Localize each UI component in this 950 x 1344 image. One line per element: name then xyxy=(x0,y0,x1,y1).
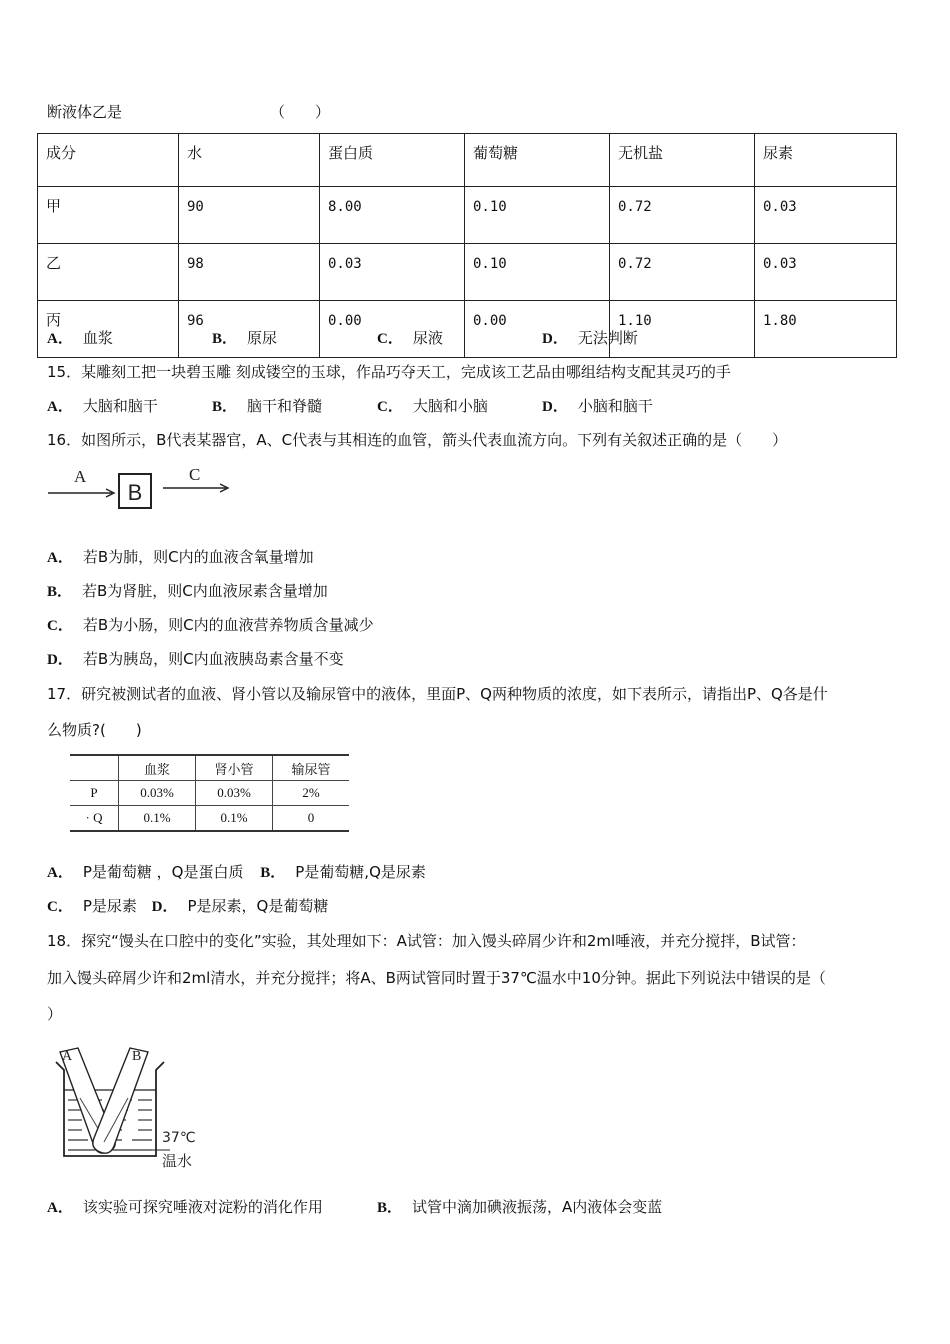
table-cell: 肾小管 xyxy=(196,755,273,781)
option-c[interactable]: C． P是尿素 xyxy=(47,897,137,915)
table-cell: 血浆 xyxy=(119,755,196,781)
table-cell: 成分 xyxy=(38,134,179,187)
table-header-row xyxy=(70,755,349,781)
question-14-table xyxy=(37,133,897,358)
table-cell: 1.80 xyxy=(755,301,897,358)
table-cell: 丙 xyxy=(38,301,179,358)
option-d[interactable]: D． 小脑和脑干 xyxy=(542,397,653,415)
question-18-stem-line3: ） xyxy=(47,1005,63,1023)
table-cell: 0.03 xyxy=(755,187,897,244)
table-cell: 葡萄糖 xyxy=(465,134,610,187)
table-cell: 尿素 xyxy=(755,134,897,187)
table-cell: 2% xyxy=(273,781,350,806)
table-cell: 0.10 xyxy=(465,244,610,301)
option-a[interactable]: A． 该实验可探究唾液对淀粉的消化作用 xyxy=(47,1198,323,1216)
option-b[interactable]: B． 试管中滴加碘液振荡，A内液体会变蓝 xyxy=(377,1198,663,1216)
option-c[interactable]: C． 大脑和小脑 xyxy=(377,397,488,415)
option-b[interactable]: B． 脑干和脊髓 xyxy=(212,397,323,415)
question-18-stem-line2: 加入馒头碎屑少许和2ml清水，并充分搅拌；将A、B两试管同时置于37℃温水中10分钟。据此下列说法中错误的是（ xyxy=(47,969,826,987)
question-16-option-d[interactable]: D． 若B为胰岛，则C内血液胰岛素含量不变 xyxy=(47,650,344,668)
table-cell: 0 xyxy=(273,806,350,832)
table-cell: 0.10 xyxy=(465,187,610,244)
question-15-stem: 15．某雕刻工把一块碧玉雕 刻成镂空的玉球，作品巧夺天工，完成该工艺品由哪组结构支配其灵巧的手 xyxy=(47,363,731,381)
table-cell: 甲 xyxy=(38,187,179,244)
option-b[interactable]: B． P是葡萄糖,Q是尿素 xyxy=(260,863,426,881)
option-a[interactable]: A． 大脑和脑干 xyxy=(47,397,158,415)
question-16-option-c[interactable]: C． 若B为小肠，则C内的血液营养物质含量减少 xyxy=(47,616,374,634)
option-b[interactable]: B． 原尿 xyxy=(212,329,278,347)
question-17-stem-line1: 17．研究被测试者的血液、肾小管以及输尿管中的液体，里面P、Q两种物质的浓度，如下表所示，请指出P、Q各是什 xyxy=(47,685,828,703)
table-cell: 无机盐 xyxy=(610,134,755,187)
table-cell: 0.72 xyxy=(610,244,755,301)
option-a[interactable]: A． 血浆 xyxy=(47,329,113,347)
option-d[interactable]: D． 无法判断 xyxy=(542,329,638,347)
blood-flow-diagram xyxy=(44,460,244,516)
table-cell: 0.1% xyxy=(119,806,196,832)
table-cell xyxy=(70,755,119,781)
vessel-a-label: A xyxy=(74,467,87,486)
table-cell: 96 xyxy=(179,301,320,358)
table-row xyxy=(70,781,349,806)
table-cell: 0.1% xyxy=(196,806,273,832)
question-18-stem-line1: 18．探究“馒头在口腔中的变化”实验，其处理如下：A试管：加入馒头碎屑少许和2ml唾液，并充分搅拌，B试管： xyxy=(47,932,806,950)
table-cell: 蛋白质 xyxy=(320,134,465,187)
warm-water-label: 温水 xyxy=(162,1152,193,1170)
table-cell: 0.00 xyxy=(465,301,610,358)
table-header-row xyxy=(38,134,897,187)
table-cell: 90 xyxy=(179,187,320,244)
table-cell: 0.00 xyxy=(320,301,465,358)
option-a[interactable]: A． P是葡萄糖 ，Q是蛋白质 xyxy=(47,863,244,881)
vessel-c-label: C xyxy=(189,465,201,484)
table-cell: 0.72 xyxy=(610,187,755,244)
table-cell: 0.03% xyxy=(196,781,273,806)
answer-paren: （ ） xyxy=(270,103,331,121)
beaker-experiment-diagram xyxy=(48,1038,218,1173)
question-16-option-b[interactable]: B． 若B为肾脏，则C内血液尿素含量增加 xyxy=(47,582,328,600)
question-18-options xyxy=(47,1197,663,1218)
question-16-option-a[interactable]: A． 若B为肺，则C内的血液含氧量增加 xyxy=(47,548,314,566)
table-cell: · Q xyxy=(70,806,119,832)
svg-text:B: B xyxy=(132,1049,142,1064)
question-17-stem-line2: 么物质?( ) xyxy=(47,721,142,739)
question-17-options-line1 xyxy=(47,862,426,883)
question-17-options-line2 xyxy=(47,896,328,917)
table-row xyxy=(38,301,897,358)
option-d[interactable]: D． P是尿素，Q是葡萄糖 xyxy=(151,897,329,915)
table-cell: 0.03 xyxy=(755,244,897,301)
organ-b-label: B xyxy=(127,480,143,505)
table-cell: 输尿管 xyxy=(273,755,350,781)
table-cell: 乙 xyxy=(38,244,179,301)
table-row xyxy=(70,806,349,832)
table-row xyxy=(38,187,897,244)
table-cell: 98 xyxy=(179,244,320,301)
svg-text:A: A xyxy=(62,1049,73,1064)
question-14-stem: 断液体乙是 （ ） xyxy=(47,103,331,121)
table-cell: 水 xyxy=(179,134,320,187)
table-cell: 8.00 xyxy=(320,187,465,244)
question-16-stem: 16．如图所示，B代表某器官，A、C代表与其相连的血管，箭头代表血流方向。下列有关叙述正确的是（ ） xyxy=(47,431,788,449)
table-cell: 1.10 xyxy=(610,301,755,358)
table-cell: 0.03 xyxy=(320,244,465,301)
table-cell: 0.03% xyxy=(119,781,196,806)
temperature-label: 37℃ xyxy=(162,1130,196,1146)
question-17-table xyxy=(70,754,349,832)
table-row xyxy=(38,244,897,301)
table-cell: P xyxy=(70,781,119,806)
option-c[interactable]: C． 尿液 xyxy=(377,329,443,347)
